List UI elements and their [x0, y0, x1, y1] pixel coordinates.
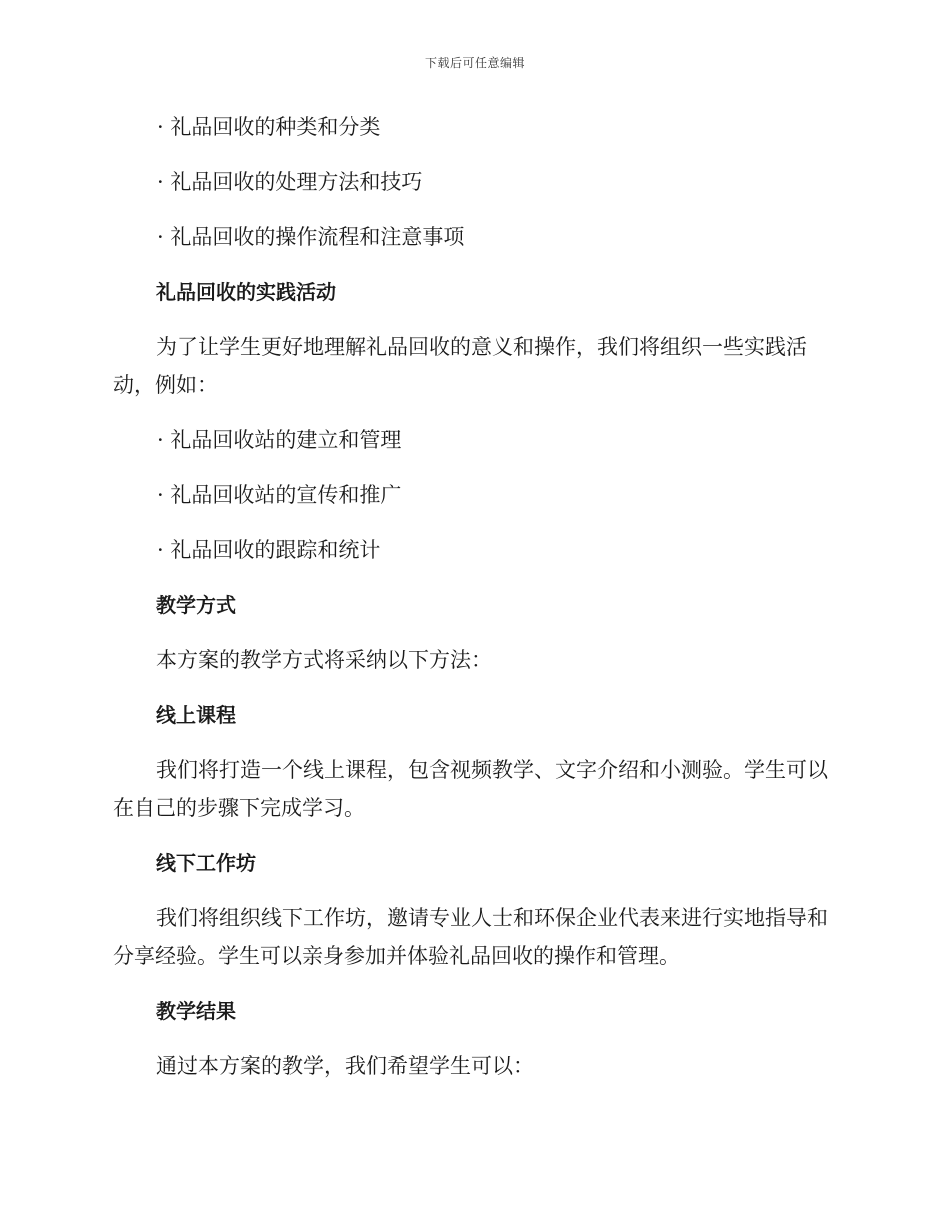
section-heading: 线上课程	[156, 703, 236, 727]
section-heading: 礼品回收的实践活动	[156, 280, 336, 304]
bullet-item: · 礼品回收的操作流程和注意事项	[157, 225, 465, 249]
section-heading: 教学方式	[156, 593, 236, 617]
paragraph: 通过本方案的教学，我们希望学生可以：	[156, 1054, 534, 1078]
document-body	[113, 108, 829, 1102]
paragraph: 我们将组织线下工作坊，邀请专业人士和环保企业代表来进行实地指导和分享经验。学生可以亲身参加并体验礼品回收的操作和管理。	[113, 906, 828, 968]
paragraph: 本方案的教学方式将采纳以下方法：	[156, 648, 492, 672]
paragraph: 我们将打造一个线上课程，包含视频教学、文字介绍和小测验。学生可以在自己的步骤下完成学习。	[113, 758, 828, 820]
bullet-item: · 礼品回收站的建立和管理	[157, 428, 402, 452]
bullet-item: · 礼品回收站的宣传和推广	[157, 483, 402, 507]
bullet-item: · 礼品回收的跟踪和统计	[157, 538, 381, 562]
bullet-item: · 礼品回收的种类和分类	[157, 115, 381, 139]
page-header: 下载后可任意编辑	[424, 56, 525, 70]
bullet-item: · 礼品回收的处理方法和技巧	[157, 170, 423, 194]
section-heading: 教学结果	[156, 999, 236, 1023]
section-heading: 线下工作坊	[156, 851, 256, 875]
paragraph: 为了让学生更好地理解礼品回收的意义和操作，我们将组织一些实践活动，例如：	[113, 335, 807, 397]
